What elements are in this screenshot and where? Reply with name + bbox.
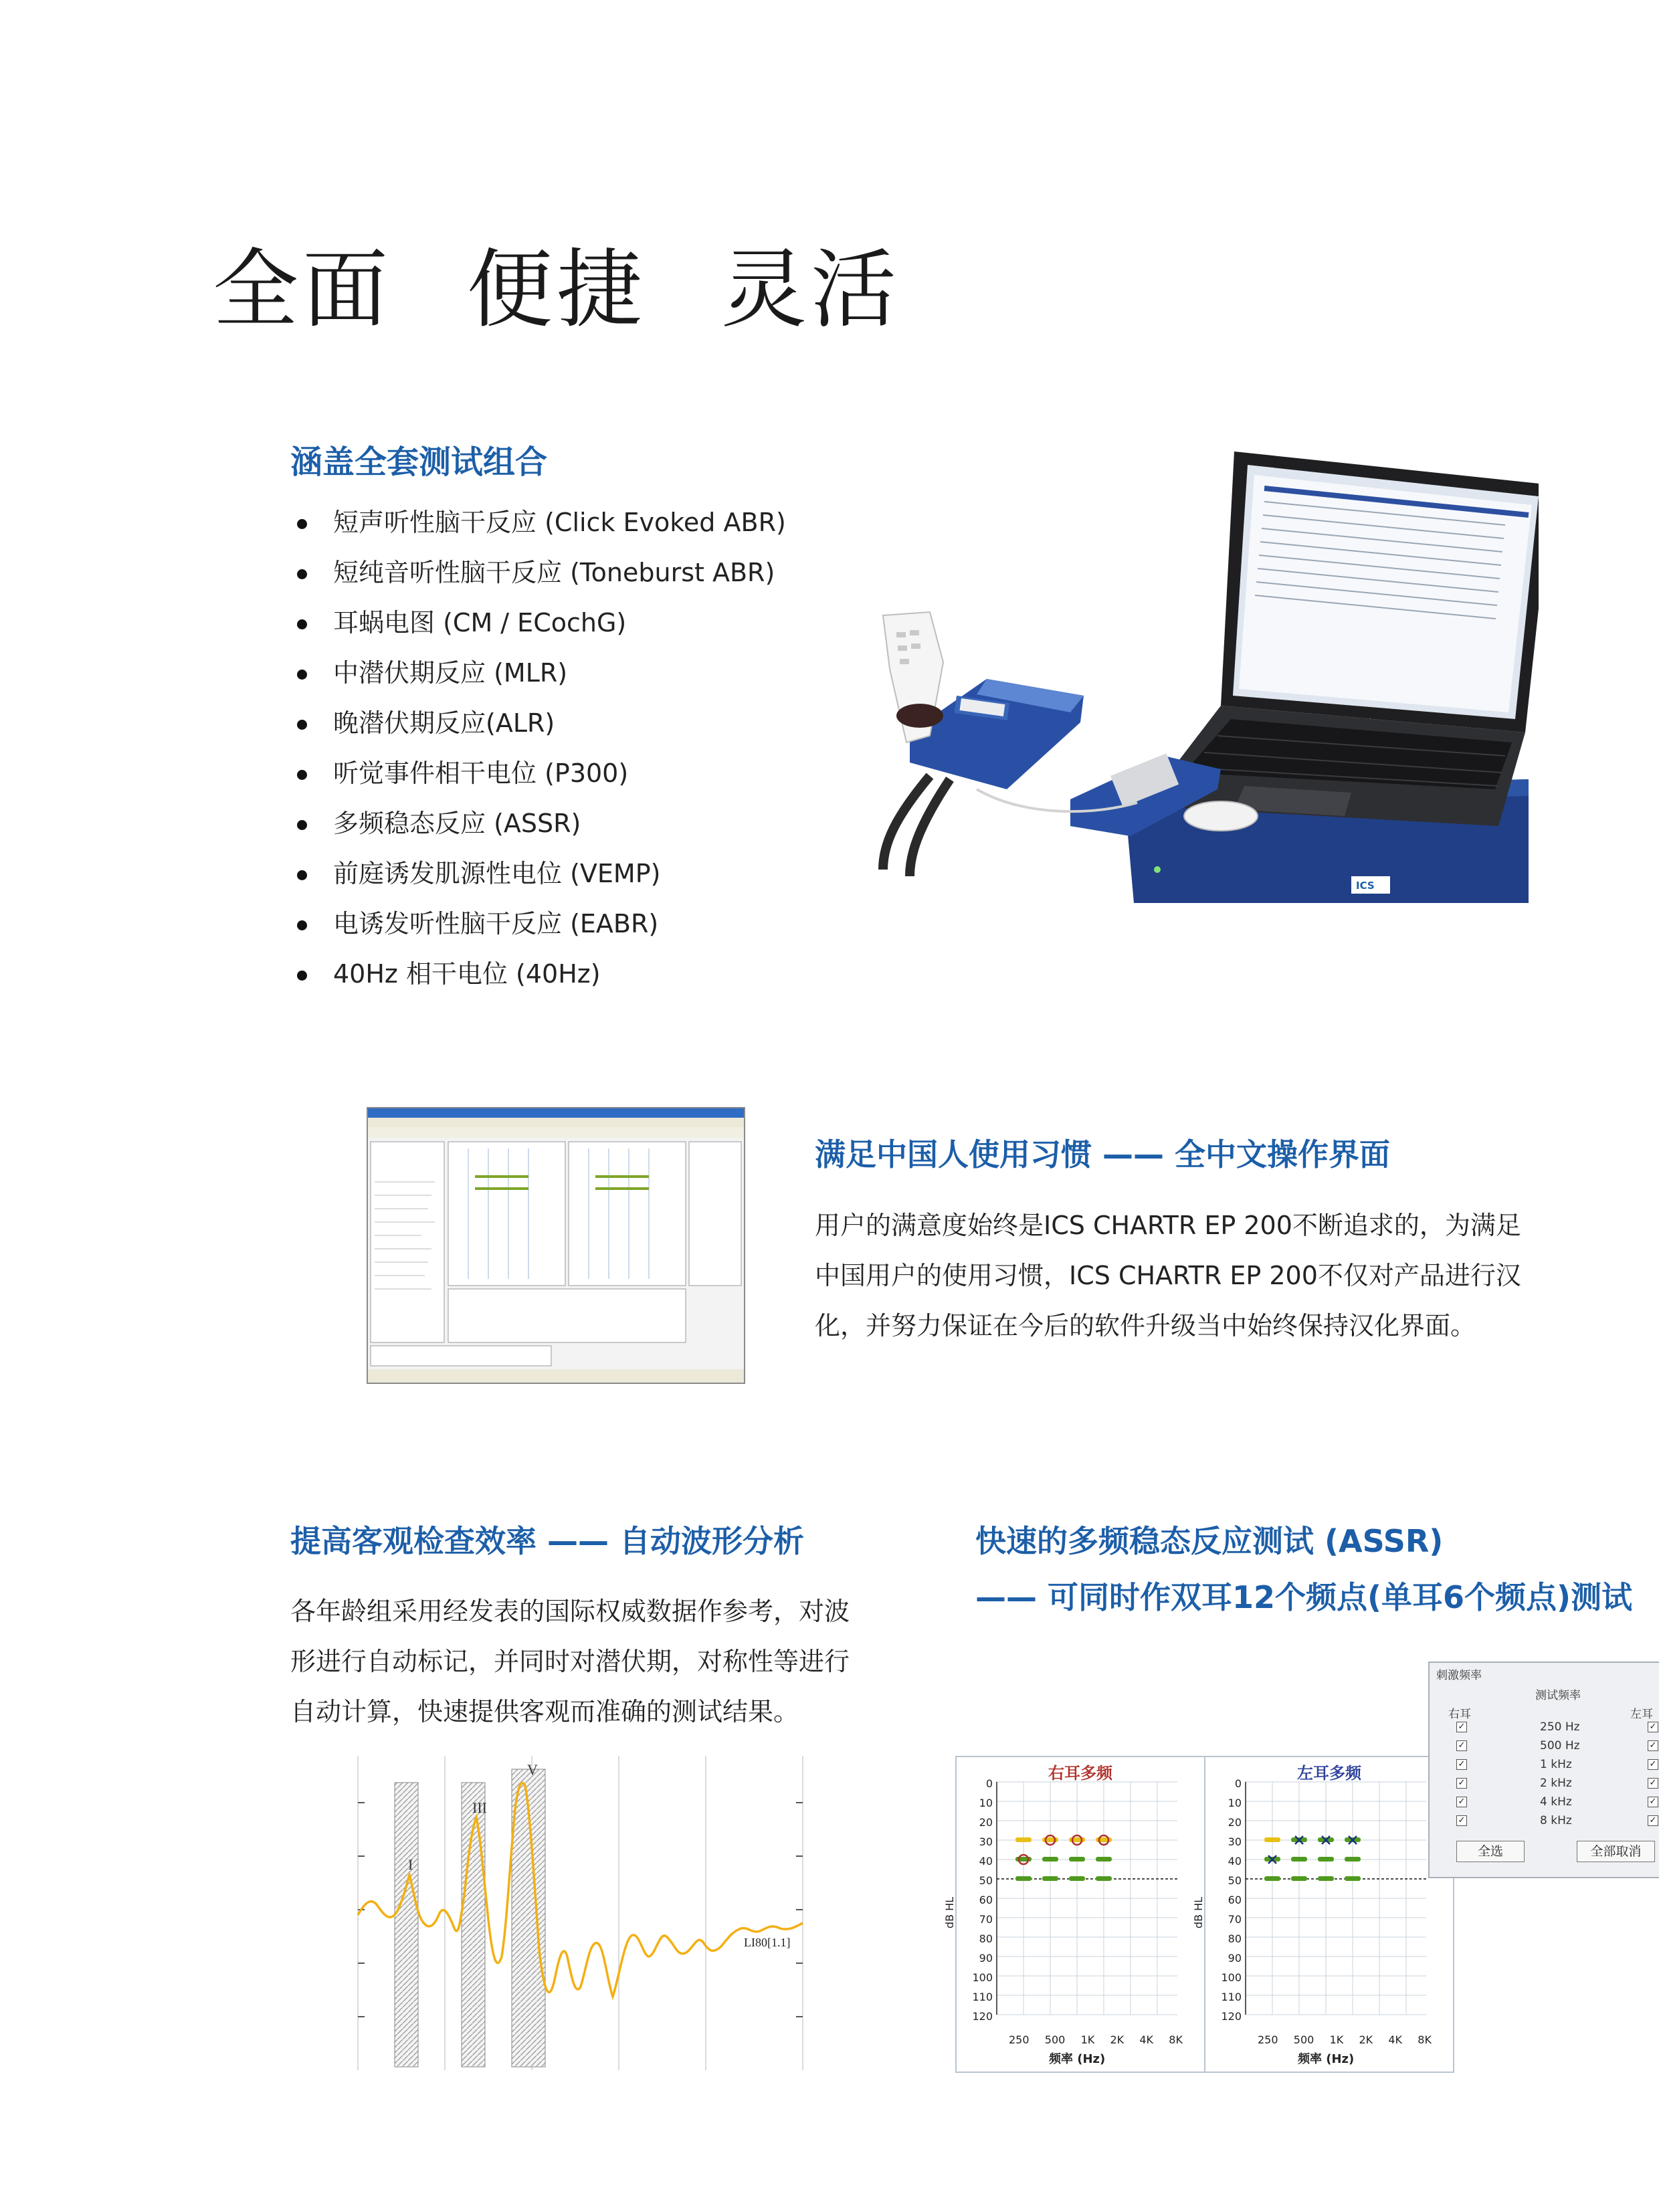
right-ear-checkbox[interactable]: ✓ xyxy=(1456,1797,1467,1807)
list-item: 前庭诱发肌源性电位 (VEMP) xyxy=(290,853,786,903)
right-ear-checkbox[interactable]: ✓ xyxy=(1456,1759,1467,1770)
y-tick: 0 xyxy=(1234,1777,1242,1790)
paragraph-line: 中国用户的使用习惯，ICS CHARTR EP 200不仅对产品进行汉 xyxy=(815,1261,1521,1290)
y-tick: 90 xyxy=(979,1952,993,1965)
frequency-label: 1 kHz xyxy=(1540,1758,1572,1771)
y-tick: 80 xyxy=(1228,1932,1242,1945)
tests-list xyxy=(290,502,786,1003)
frequency-panel-col-right: 右耳 xyxy=(1448,1708,1471,1721)
audiogram-left-grid xyxy=(1205,1757,1453,2072)
list-item: 40Hz 相干电位 (40Hz) xyxy=(290,953,786,1003)
frequency-panel-col-left: 左耳 xyxy=(1630,1708,1653,1721)
list-item: 晚潜伏期反应(ALR) xyxy=(290,702,786,752)
y-tick: 10 xyxy=(1228,1797,1242,1809)
y-tick: 90 xyxy=(1228,1952,1242,1965)
x-tick: 250 xyxy=(1258,2033,1278,2046)
chinese-ui-title: 满足中国人使用习惯 —— 全中文操作界面 xyxy=(815,1136,1391,1173)
x-tick: 8K xyxy=(1169,2033,1183,2046)
frequency-label: 250 Hz xyxy=(1540,1720,1580,1734)
x-tick: 4K xyxy=(1139,2033,1154,2046)
frequency-panel-title: 刺激频率 xyxy=(1436,1669,1482,1682)
y-tick: 30 xyxy=(1228,1835,1242,1848)
x-tick: 8K xyxy=(1418,2033,1432,2046)
x-tick: 4K xyxy=(1388,2033,1403,2046)
product-photo xyxy=(870,441,1539,957)
left-ear-checkbox[interactable]: ✓ xyxy=(1648,1759,1658,1770)
audiogram-left xyxy=(1204,1756,1454,2073)
frequency-panel-col-mid: 测试频率 xyxy=(1535,1689,1581,1702)
y-tick: 40 xyxy=(1228,1855,1242,1868)
software-screenshot-graphic xyxy=(368,1108,744,1383)
right-ear-checkbox[interactable]: ✓ xyxy=(1456,1722,1467,1732)
audiogram-left-title: 左耳多频 xyxy=(1297,1764,1361,1783)
audiogram-left-xticks xyxy=(1258,2033,1432,2046)
y-tick: 10 xyxy=(979,1797,993,1809)
right-ear-checkbox[interactable]: ✓ xyxy=(1456,1815,1467,1826)
list-item: 电诱发听性脑干反应 (EABR) xyxy=(290,903,786,953)
list-item: 听觉事件相干电位 (P300) xyxy=(290,752,786,803)
software-screenshot xyxy=(367,1107,745,1384)
list-item: 耳蜗电图 (CM / ECochG) xyxy=(290,602,786,652)
hero-word-2: 便捷 xyxy=(467,240,647,340)
audiogram-right-xlabel: 频率 (Hz) xyxy=(1049,2052,1106,2066)
x-tick: 500 xyxy=(1293,2033,1314,2046)
audiogram-left-ylabel: dB HL xyxy=(1192,1896,1205,1929)
clear-all-button[interactable]: 全部取消 xyxy=(1577,1841,1655,1862)
trace-label: LI80[1.1] xyxy=(744,1936,791,1949)
paragraph-line: 自动计算，快速提供客观而准确的测试结果。 xyxy=(290,1697,799,1726)
y-tick: 20 xyxy=(1228,1816,1242,1829)
list-item: 短声听性脑干反应 (Click Evoked ABR) xyxy=(290,502,786,552)
assr-subtitle: —— 可同时作双耳12个频点(单耳6个频点)测试 xyxy=(975,1579,1633,1615)
peak-label-i: I xyxy=(408,1856,413,1873)
hero-word-3: 灵活 xyxy=(721,240,901,340)
ics-logo-text: ICS xyxy=(1356,880,1375,892)
y-tick: 20 xyxy=(979,1816,993,1829)
y-tick: 50 xyxy=(1228,1874,1242,1887)
y-tick: 60 xyxy=(1228,1894,1242,1906)
tests-title: 涵盖全套测试组合 xyxy=(290,443,548,481)
hero-word-1: 全面 xyxy=(213,240,393,340)
audiogram-left-yticks xyxy=(1208,1774,1242,2026)
y-tick: 100 xyxy=(1221,1971,1242,1984)
list-item: 中潜伏期反应 (MLR) xyxy=(290,652,786,702)
frequency-panel xyxy=(1428,1662,1659,1878)
y-tick: 40 xyxy=(979,1855,993,1868)
paragraph-line: 形进行自动标记，并同时对潜伏期，对称性等进行 xyxy=(290,1647,850,1676)
peak-label-iii: III xyxy=(472,1799,487,1816)
y-tick: 120 xyxy=(1221,2010,1242,2023)
paragraph-line: 用户的满意度始终是ICS CHARTR EP 200不断追求的，为满足 xyxy=(815,1211,1521,1240)
y-tick: 110 xyxy=(972,1991,993,2003)
hero-tagline xyxy=(213,221,900,344)
audiogram-right-yticks xyxy=(959,1774,993,2026)
select-all-button[interactable]: 全选 xyxy=(1456,1841,1525,1862)
left-ear-checkbox[interactable]: ✓ xyxy=(1648,1722,1658,1732)
y-tick: 50 xyxy=(979,1874,993,1887)
audiogram-right-xticks xyxy=(1009,2033,1183,2046)
audiogram-right xyxy=(955,1756,1205,2073)
audiogram-right-grid xyxy=(957,1757,1204,2072)
left-ear-checkbox[interactable]: ✓ xyxy=(1648,1797,1658,1807)
chinese-ui-paragraph xyxy=(815,1201,1584,1351)
y-tick: 0 xyxy=(985,1777,993,1790)
y-tick: 70 xyxy=(979,1913,993,1926)
x-tick: 2K xyxy=(1110,2033,1125,2046)
left-ear-checkbox[interactable]: ✓ xyxy=(1648,1815,1658,1826)
audiogram-left-xlabel: 频率 (Hz) xyxy=(1298,2052,1355,2066)
y-tick: 30 xyxy=(979,1835,993,1848)
x-tick: 1K xyxy=(1080,2033,1095,2046)
assr-title: 快速的多频稳态反应测试 (ASSR) xyxy=(975,1523,1444,1559)
y-tick: 120 xyxy=(972,2010,993,2023)
x-tick: 2K xyxy=(1359,2033,1373,2046)
waveform-title: 提高客观检查效率 —— 自动波形分析 xyxy=(290,1523,805,1559)
list-item: 短纯音听性脑干反应 (Toneburst ABR) xyxy=(290,552,786,602)
x-tick: 250 xyxy=(1009,2033,1030,2046)
right-ear-checkbox[interactable]: ✓ xyxy=(1456,1740,1467,1751)
y-tick: 100 xyxy=(972,1971,993,1984)
peak-label-v: V xyxy=(527,1761,538,1778)
y-tick: 80 xyxy=(979,1932,993,1945)
list-item: 多频稳态反应 (ASSR) xyxy=(290,803,786,853)
audiogram-right-ylabel: dB HL xyxy=(943,1896,957,1929)
frequency-label: 500 Hz xyxy=(1540,1739,1580,1752)
y-tick: 60 xyxy=(979,1894,993,1906)
right-ear-checkbox[interactable]: ✓ xyxy=(1456,1778,1467,1789)
abr-waveform xyxy=(355,1756,806,2070)
frequency-label: 4 kHz xyxy=(1540,1795,1572,1809)
paragraph-line: 化，并努力保证在今后的软件升级当中始终保持汉化界面。 xyxy=(815,1311,1476,1340)
y-tick: 110 xyxy=(1221,1991,1242,2003)
waveform-trace xyxy=(358,1783,803,1997)
left-ear-checkbox[interactable]: ✓ xyxy=(1648,1778,1658,1789)
x-tick: 500 xyxy=(1044,2033,1066,2046)
frequency-label: 2 kHz xyxy=(1540,1777,1572,1790)
paragraph-line: 各年龄组采用经发表的国际权威数据作参考，对波 xyxy=(290,1597,850,1626)
audiogram-right-title: 右耳多频 xyxy=(1048,1764,1112,1783)
left-ear-checkbox[interactable]: ✓ xyxy=(1648,1740,1658,1751)
frequency-label: 8 kHz xyxy=(1540,1814,1572,1827)
y-tick: 70 xyxy=(1228,1913,1242,1926)
waveform-paragraph xyxy=(290,1587,879,1737)
x-tick: 1K xyxy=(1329,2033,1344,2046)
